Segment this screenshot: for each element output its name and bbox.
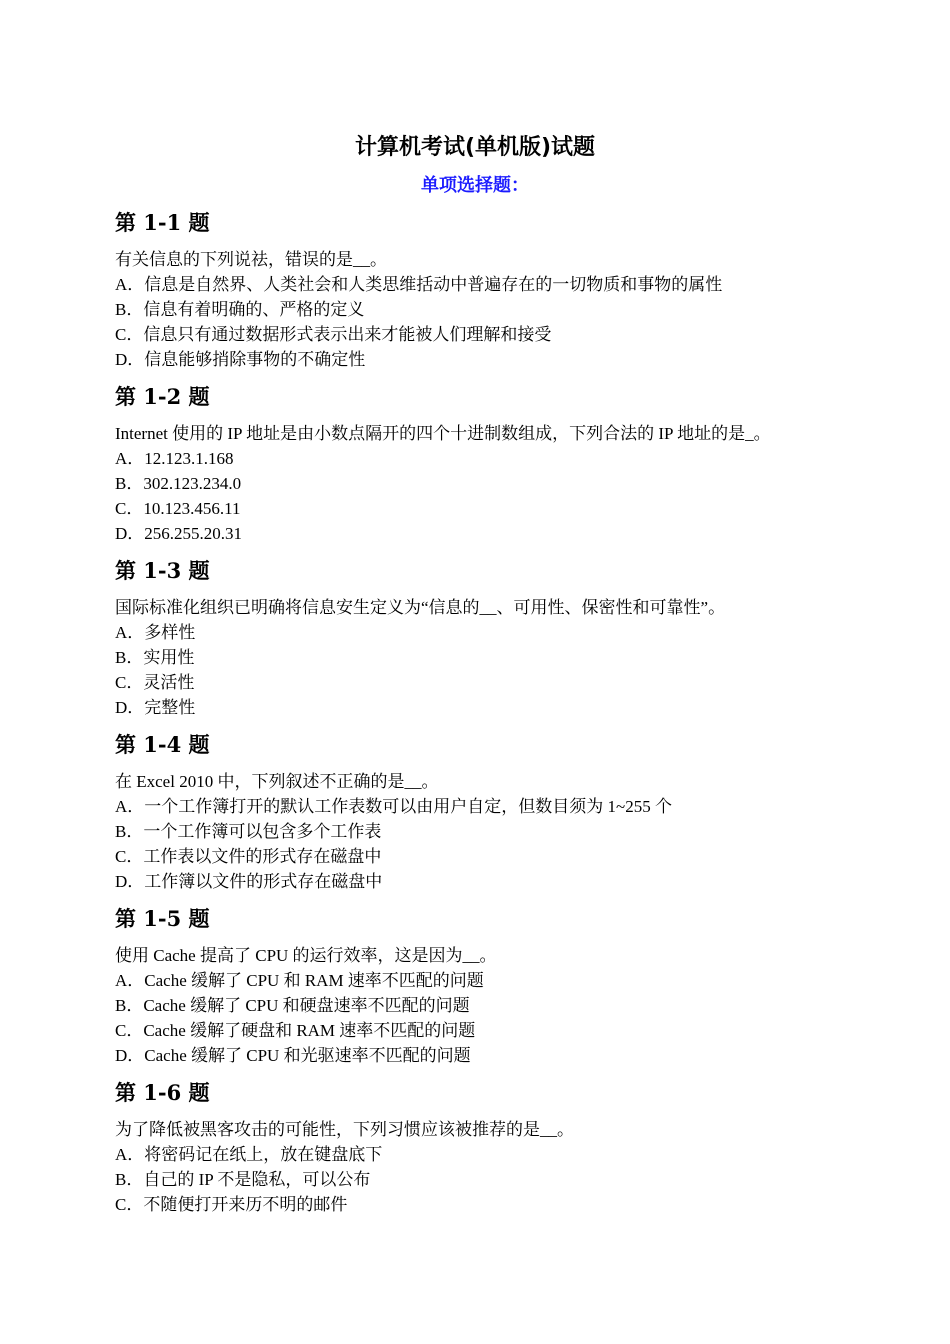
option-a [115,1142,875,1167]
option-text: 实用性 [143,648,195,667]
question-stem: 使用 Cache 提高了 CPU 的运行效率，这是因为__。 [115,946,497,965]
option-b [115,645,875,670]
question-heading: 第 1-1 题 [115,210,210,235]
option-letter: C． [115,673,144,692]
option-letter: A． [115,623,145,642]
question-stem: Internet 使用的 IP 地址是由小数点隔开的四个十进制数组成，下列合法的 IP 地址的是_。 [115,424,771,443]
option-c [115,496,875,521]
option-text: Cache 缓解了硬盘和 RAM 速率不匹配的问题 [143,1021,476,1040]
option-letter: B． [115,1170,144,1189]
option-letter: A． [115,1145,145,1164]
question-stem: 国际标准化组织已明确将信息安生定义为“信息的__、可用性、保密性和可靠性”。 [115,598,726,617]
option-text: 完整性 [144,698,196,717]
option-c [115,1192,875,1217]
option-text: 自己的 IP 不是隐私，可以公布 [143,1170,371,1189]
question-heading: 第 1-3 题 [115,558,210,583]
option-text: 256.255.20.31 [144,524,243,543]
option-letter: C． [115,1021,144,1040]
option-d [115,695,875,720]
option-c [115,322,875,347]
question-heading: 第 1-6 题 [115,1080,210,1105]
option-a [115,446,875,471]
option-list [115,272,875,372]
option-text: 多样性 [144,623,196,642]
option-letter: D． [115,698,145,717]
question-1-1 [115,205,875,372]
option-d [115,1043,875,1068]
question-heading: 第 1-4 题 [115,732,210,757]
option-letter: A． [115,449,145,468]
question-1-2 [115,379,875,546]
option-c [115,670,875,695]
option-c [115,844,875,869]
option-b [115,471,875,496]
question-stem: 在 Excel 2010 中，下列叙述不正确的是__。 [115,772,439,791]
option-letter: B． [115,648,144,667]
option-list [115,968,875,1068]
option-text: 一个工作簿打开的默认工作表数可以由用户自定，但数目须为 1~255 个 [144,797,672,816]
option-list [115,794,875,894]
option-text: 不随便打开来历不明的邮件 [143,1195,348,1214]
option-a [115,272,875,297]
document-title: 计算机考试(单机版)试题 [354,135,596,160]
option-text: 302.123.234.0 [143,474,242,493]
option-letter: A． [115,275,145,294]
option-d [115,521,875,546]
option-b [115,1167,875,1192]
option-letter: B． [115,996,144,1015]
option-letter: B． [115,300,144,319]
question-stem: 为了降低被黑客攻击的可能性，下列习惯应该被推荐的是__。 [115,1120,574,1139]
option-text: 信息是自然界、人类社会和人类思维括动中普遍存在的一切物质和事物的属性 [144,275,723,294]
option-a [115,794,875,819]
option-text: Cache 缓解了 CPU 和 RAM 速率不匹配的问题 [144,971,484,990]
question-stem: 有关信息的下列说祛，错误的是__。 [115,250,387,269]
option-letter: C． [115,1195,144,1214]
option-list [115,620,875,720]
question-heading: 第 1-5 题 [115,906,210,931]
question-heading: 第 1-2 题 [115,384,210,409]
option-letter: C． [115,847,144,866]
option-letter: A． [115,971,145,990]
option-letter: A． [115,797,145,816]
option-a [115,968,875,993]
option-c [115,1018,875,1043]
option-letter: D． [115,524,145,543]
question-1-5 [115,901,875,1068]
option-text: 信息只有通过数据形式表示出来才能被人们理解和接受 [143,325,552,344]
option-text: 将密码记在纸上，放在键盘底下 [144,1145,383,1164]
option-text: 信息能够捎除事物的不确定性 [144,350,366,369]
option-text: Cache 缓解了 CPU 和光驱速率不匹配的问题 [144,1046,471,1065]
option-text: 工作表以文件的形式存在磁盘中 [143,847,382,866]
question-1-6 [115,1075,875,1217]
option-list [115,1142,875,1217]
option-text: 工作簿以文件的形式存在磁盘中 [144,872,383,891]
option-b [115,297,875,322]
section-title: 单项选择题： [421,175,529,196]
option-b [115,993,875,1018]
option-list [115,446,875,546]
option-letter: C． [115,325,144,344]
option-letter: D． [115,1046,145,1065]
option-letter: D． [115,872,145,891]
question-1-3 [115,553,875,720]
option-text: 信息有着明确的、严格的定义 [143,300,365,319]
option-text: 灵活性 [143,673,195,692]
option-a [115,620,875,645]
option-text: 12.123.1.168 [144,449,234,468]
option-letter: C． [115,499,144,518]
question-list [115,205,875,1224]
option-b [115,819,875,844]
option-letter: D． [115,350,145,369]
option-letter: B． [115,474,144,493]
question-1-4 [115,727,875,894]
option-text: Cache 缓解了 CPU 和硬盘速率不匹配的问题 [143,996,470,1015]
option-d [115,869,875,894]
option-text: 10.123.456.11 [143,499,241,518]
option-d [115,347,875,372]
option-letter: B． [115,822,144,841]
option-text: 一个工作簿可以包含多个工作表 [143,822,382,841]
